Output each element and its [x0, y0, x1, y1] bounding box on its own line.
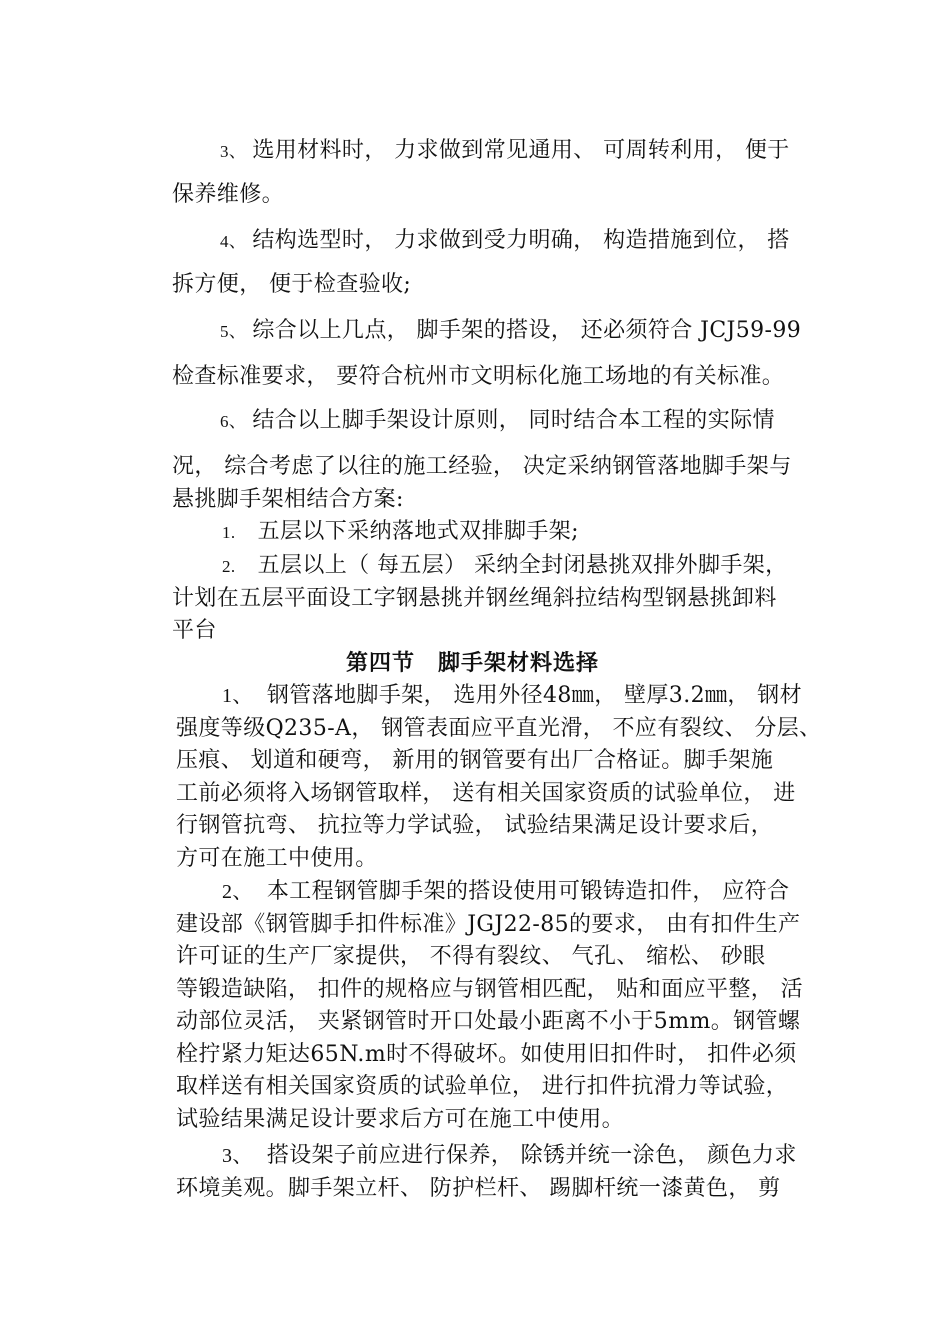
paragraph-line: 选用材料时， 力求做到常见通用、 可周转利用， 便于: [252, 138, 790, 163]
paragraph-line: 五层以下采纳落地式双排脚手架;: [257, 519, 579, 544]
paragraph-line: 取样送有相关国家资质的试验单位， 进行扣件抗滑力等试验，: [176, 1074, 789, 1099]
paragraph-line: 钢管落地脚手架， 选用外径48㎜， 壁厚3.2㎜， 钢材: [266, 683, 802, 708]
paragraph-line: 强度等级Q235-A， 钢管表面应平直光滑， 不应有裂纹、 分层、: [176, 715, 822, 741]
sub-item-2-line-3: [172, 614, 217, 647]
paragraph-line: 动部位灵活， 夹紧钢管时开口处最小距离不小于5mm。钢管螺: [176, 1009, 801, 1034]
paragraph-line: 试验结果满足设计要求后方可在施工中使用。: [176, 1106, 625, 1132]
paragraph-line: 保养维修。: [172, 182, 285, 207]
paragraph-line: 综合以上几点， 脚手架的搭设， 还必须符合 JCJ59-99: [252, 318, 802, 343]
material-paragraph-2: [176, 876, 803, 1136]
section-heading: 第四节 脚手架材料选择: [346, 650, 600, 676]
sub-item-2-line-2: [172, 582, 777, 615]
paragraph-line: 计划在五层平面设工字钢悬挑并钢丝绳斜拉结构型钢悬挑卸料: [172, 586, 777, 611]
material-paragraph-1: [176, 680, 822, 875]
paragraph-6: [172, 404, 775, 437]
paragraph-line: 本工程钢管脚手架的搭设使用可锻铸造扣件， 应符合: [266, 879, 790, 904]
paragraph-3-line-2: [172, 178, 284, 211]
paragraph-4-line-2: [172, 268, 411, 301]
material-paragraph-3: [176, 1140, 797, 1205]
paragraph-number: 3、: [220, 142, 247, 161]
paragraph-line: 拆方便， 便于检查验收;: [172, 272, 412, 297]
paragraph-line: 环境美观。脚手架立杆、 防护栏杆、 踢脚杆统一漆黄色， 剪: [176, 1175, 781, 1201]
paragraph-line: 方可在施工中使用。: [176, 845, 378, 871]
paragraph-number: 2、: [222, 881, 253, 903]
paragraph-line: 结合以上脚手架设计原则， 同时结合本工程的实际情: [252, 408, 775, 433]
paragraph-5-line-2: [172, 360, 784, 393]
paragraph-3: [172, 134, 790, 167]
paragraph-line: 悬挑脚手架相结合方案:: [172, 487, 404, 512]
paragraph-line: 建设部《钢管脚手扣件标准》JGJ22-85的要求， 由有扣件生产: [176, 911, 801, 937]
paragraph-5: [172, 314, 801, 347]
paragraph-number: 1、: [222, 685, 253, 707]
paragraph-line: 况， 综合考虑了以往的施工经验， 决定采纳钢管落地脚手架与: [172, 454, 792, 479]
paragraph-line: 工前必须将入场钢管取样， 送有相关国家资质的试验单位， 进: [176, 780, 796, 806]
sub-item-1: [172, 515, 579, 548]
paragraph-line: 搭设架子前应进行保养， 除锈并统一涂色， 颜色力求: [266, 1143, 797, 1168]
paragraph-number: 5、: [220, 322, 247, 341]
paragraph-line: 许可证的生产厂家提供， 不得有裂纹、 气孔、 缩松、 砂眼: [176, 944, 766, 969]
paragraph-line: 平台: [172, 618, 217, 643]
paragraph-number: 2.: [222, 557, 236, 576]
sub-item-2: [172, 549, 788, 582]
paragraph-number: 6、: [220, 412, 247, 431]
paragraph-line: 等锻造缺陷， 扣件的规格应与钢管相匹配， 贴和面应平整， 活: [176, 976, 803, 1002]
paragraph-line: 行钢管抗弯、 抗拉等力学试验， 试验结果满足设计要求后，: [176, 813, 774, 838]
paragraph-4: [172, 224, 790, 257]
paragraph-6-line-3: [172, 483, 404, 516]
paragraph-line: 栓拧紧力矩达65N.m时不得破坏。如使用旧扣件时， 扣件必须: [176, 1041, 797, 1067]
paragraph-line: 检查标准要求， 要符合杭州市文明标化施工场地的有关标准。: [172, 364, 785, 389]
paragraph-number: 3、: [222, 1145, 253, 1167]
paragraph-6-line-2: [172, 450, 792, 483]
paragraph-line: 五层以上（ 每五层） 采纳全封闭悬挑双排外脚手架，: [257, 553, 788, 578]
paragraph-number: 4、: [220, 232, 247, 251]
paragraph-number: 1.: [222, 523, 236, 542]
paragraph-line: 结构选型时， 力求做到受力明确， 构造措施到位， 搭: [252, 228, 790, 253]
paragraph-line: 压痕、 划道和硬弯， 新用的钢管要有出厂合格证。脚手架施: [176, 748, 774, 773]
